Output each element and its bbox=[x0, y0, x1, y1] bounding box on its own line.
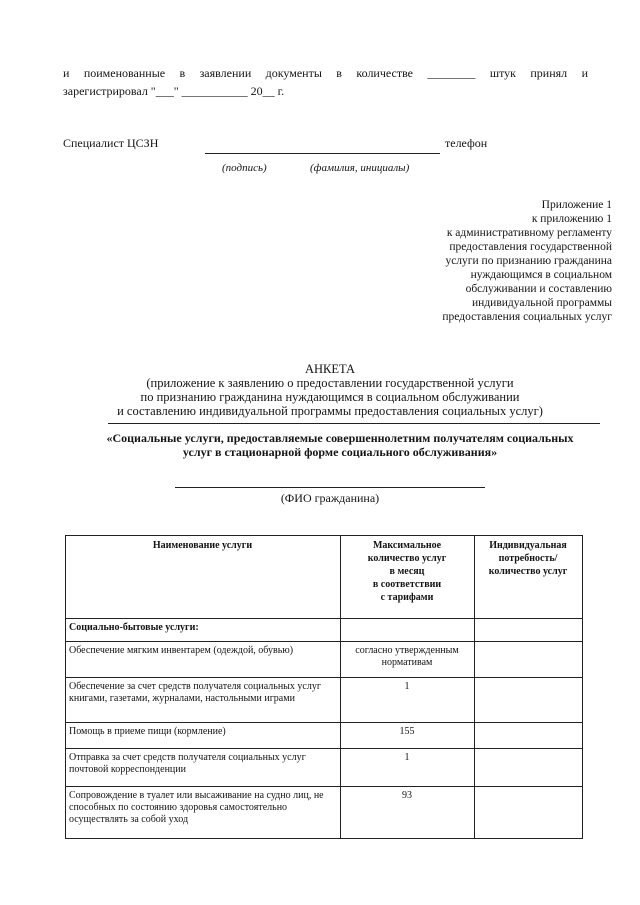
header-max-count-line: в соответствии bbox=[372, 579, 442, 590]
form-subtitle-line: по признанию гражданина нуждающимся в социальном обслуживании bbox=[140, 390, 520, 404]
header-max-count bbox=[341, 536, 475, 619]
appendix-line: индивидуальной программы bbox=[472, 297, 612, 309]
appendix-line: к административному регламенту bbox=[446, 227, 612, 239]
service-name-cell: Обеспечение за счет средств получателя социальных услуг книгами, газетами, журналами, настольными играми bbox=[66, 678, 341, 723]
appendix-note bbox=[442, 198, 612, 324]
signature-caption: (подпись) bbox=[222, 162, 267, 174]
header-max-count-line: Максимальное bbox=[372, 540, 442, 551]
specialist-label: Специалист ЦСЗН bbox=[63, 136, 159, 150]
appendix-line: нуждающимся в социальном bbox=[470, 269, 612, 281]
individual-need-cell bbox=[475, 642, 583, 678]
table-row bbox=[66, 642, 583, 678]
signature-line bbox=[205, 153, 440, 154]
individual-need-cell bbox=[475, 678, 583, 723]
services-title-line: услуг в стационарной форме социального обслуживания» bbox=[182, 445, 498, 459]
max-count-cell: 93 bbox=[341, 787, 475, 839]
table-row bbox=[66, 678, 583, 723]
name-caption: (фамилия, инициалы) bbox=[310, 162, 410, 174]
registration-date-line: зарегистрировал "___" ___________ 20__ г. bbox=[63, 84, 285, 98]
intake-statement-line: и поименованные в заявлении документы в количестве ________ штук принял и bbox=[63, 66, 588, 80]
individual-need-cell bbox=[475, 787, 583, 839]
header-max-count-line: в месяц bbox=[389, 566, 425, 577]
header-need-line: количество услуг bbox=[488, 566, 568, 577]
max-count-cell: 155 bbox=[341, 723, 475, 749]
section-label: Социально-бытовые услуги: bbox=[66, 619, 341, 642]
citizen-name-line bbox=[175, 487, 485, 488]
services-title-line: «Социальные услуги, предоставляемые совершеннолетним получателям социальных bbox=[106, 431, 574, 445]
individual-need-cell bbox=[475, 749, 583, 787]
form-subtitle-line: и составлению индивидуальной программы предоставления социальных услуг) bbox=[117, 404, 543, 418]
table-cell-empty bbox=[475, 619, 583, 642]
service-name-cell: Отправка за счет средств получателя социальных услуг почтовой корреспонденции bbox=[66, 749, 341, 787]
header-service-name bbox=[66, 536, 341, 619]
header-individual-need bbox=[475, 536, 583, 619]
table-row bbox=[66, 749, 583, 787]
header-service-name-text: Наименование услуги bbox=[152, 540, 253, 551]
table-row bbox=[66, 787, 583, 839]
phone-label: телефон bbox=[445, 136, 488, 150]
service-name-cell: Помощь в приеме пищи (кормление) bbox=[66, 723, 341, 749]
max-count-cell: согласно утвержденным нормативам bbox=[341, 642, 475, 678]
max-count-cell: 1 bbox=[341, 749, 475, 787]
header-max-count-line: с тарифами bbox=[380, 592, 434, 603]
form-subtitle-line: (приложение к заявлению о предоставлении государственной услуги bbox=[146, 376, 514, 390]
form-title: АНКЕТА bbox=[304, 362, 356, 376]
form-header bbox=[80, 362, 580, 418]
individual-need-cell bbox=[475, 723, 583, 749]
header-divider bbox=[108, 423, 600, 424]
service-name-cell: Обеспечение мягким инвентарем (одеждой, обувью) bbox=[66, 642, 341, 678]
table-row bbox=[66, 723, 583, 749]
appendix-line: обслуживании и составлению bbox=[465, 283, 612, 295]
appendix-line: к приложению 1 bbox=[531, 213, 612, 225]
table-cell-empty bbox=[341, 619, 475, 642]
service-name-cell: Сопровождение в туалет или высаживание на судно лиц, не способных по состоянию здоровья самостоятельно осуществлять за собой уход bbox=[66, 787, 341, 839]
table-section-row bbox=[66, 619, 583, 642]
appendix-line: Приложение 1 bbox=[541, 199, 612, 211]
header-max-count-line: количество услуг bbox=[367, 553, 447, 564]
services-title bbox=[75, 431, 605, 459]
citizen-name-caption: (ФИО гражданина) bbox=[280, 491, 380, 505]
header-need-line: Индивидуальная bbox=[489, 540, 567, 551]
table-header-row bbox=[66, 536, 583, 619]
max-count-cell: 1 bbox=[341, 678, 475, 723]
appendix-line: предоставления государственной bbox=[449, 241, 612, 253]
services-table bbox=[65, 535, 583, 839]
header-need-line: потребность/ bbox=[498, 553, 558, 564]
appendix-line: услуги по признанию гражданина bbox=[445, 255, 612, 267]
appendix-line: предоставления социальных услуг bbox=[442, 311, 612, 323]
